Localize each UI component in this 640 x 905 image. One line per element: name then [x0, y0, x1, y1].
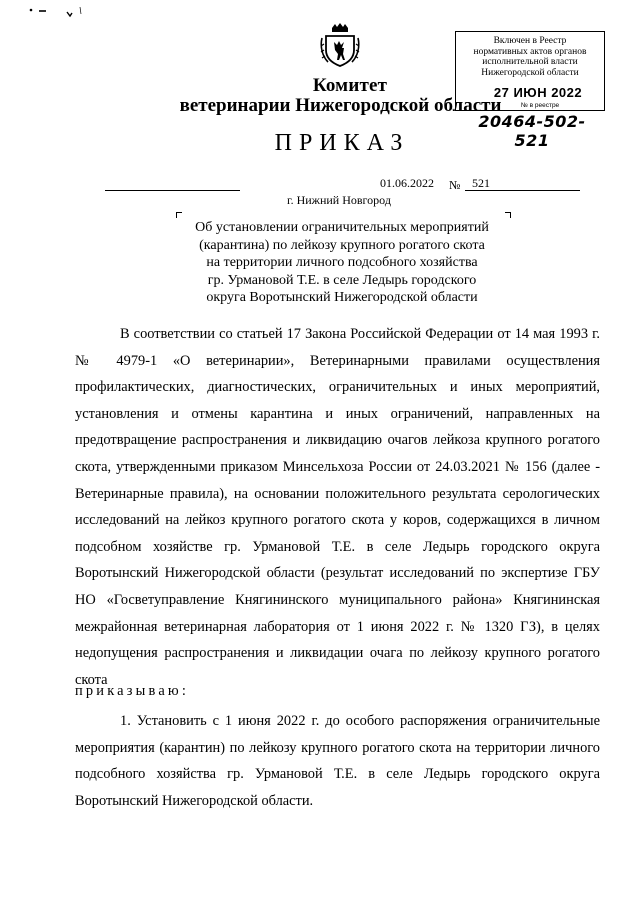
preamble-block: [75, 321, 600, 693]
order-item-1: 1. Установить с 1 июня 2022 г. до особого распоряжения ограничительные мероприятия (карантин) по лейкозу крупного рогатого скота на территории личного подсобного хозяйства гр. Урмановой Т.Е. в селе Ледырь городского округа Воротынский Нижегородской области.: [75, 713, 600, 809]
number-underline: [465, 190, 580, 191]
subject-corner-mark-right: [505, 212, 511, 218]
stamp-registry-number: 20464-502-521: [478, 112, 586, 150]
preamble-paragraph: В соответствии со статьей 17 Закона Российской Федерации от 14 мая 1993 г. № 4979-1 «О ветеринарии», Ветеринарными правилами осуществления профилактических, диагностических, ограничительных и иных мероприятий, установления и отмены карантина и иных ограничений, направленных на предотвращение распространения и ликвидацию очагов лейкоза крупного рогатого скота, утвержденными приказом Минсельхоза России от 24.03.2021 № 156 (далее - Ветеринарные правила), на основании положительного результата серологических исследований на лейкоз крупного рогатого скота у коров, содержащихся в личном подсобном хозяйстве гр. Урмановой Т.Е. в селе Ледырь городского округа Воротынский Нижегородской области (результат исследований по экспертизе ГБУ НО «Госветуправление Княгининского муниципального района» Княгининская межрайонная ветеринарная лаборатория от 1 июня 2022 г. № 1320 ГЗ), в целях недопущения распространения и ликвидации очага по лейкозу крупного рогатого скота: [75, 326, 600, 688]
stamp-line: Нижегородской области: [481, 67, 579, 78]
organization-name-line1: Комитет: [312, 75, 388, 96]
stamp-line: нормативных актов органов: [473, 46, 587, 57]
order-item-1-block: [75, 708, 600, 814]
document-subject: [150, 219, 534, 307]
document-date: 01.06.2022: [380, 176, 434, 190]
subject-line: Об установлении ограничительных мероприятий: [195, 220, 489, 235]
stamp-line: Включен в Реестр: [493, 36, 567, 46]
coat-of-arms-emblem: [318, 22, 362, 70]
organization-name-line2: ветеринарии Нижегородской области: [179, 95, 502, 116]
city: г. Нижний Новгород: [287, 193, 391, 207]
subject-line: гр. Урмановой Т.Е. в селе Ледырь городского: [207, 272, 477, 288]
stamp-date: 27 ИЮН 2022: [493, 85, 583, 100]
subject-line: на территории личного подсобного хозяйства: [206, 255, 478, 270]
document-type-title: ПРИКАЗ: [274, 130, 410, 156]
blank-line-left: [105, 190, 240, 191]
subject-corner-mark-left: [176, 212, 182, 218]
subject-line: (карантина) по лейкозу крупного рогатого скота: [199, 237, 485, 253]
order-word: приказываю:: [75, 683, 190, 699]
stamp-line: исполнительной власти: [482, 57, 578, 67]
subject-line: округа Воротынский Нижегородской области: [206, 290, 478, 305]
stamp-registry-label: № в реестре: [520, 102, 560, 109]
scan-artifact-marks: [28, 4, 88, 20]
document-number: 521: [472, 176, 490, 190]
number-sign: №: [449, 178, 461, 192]
